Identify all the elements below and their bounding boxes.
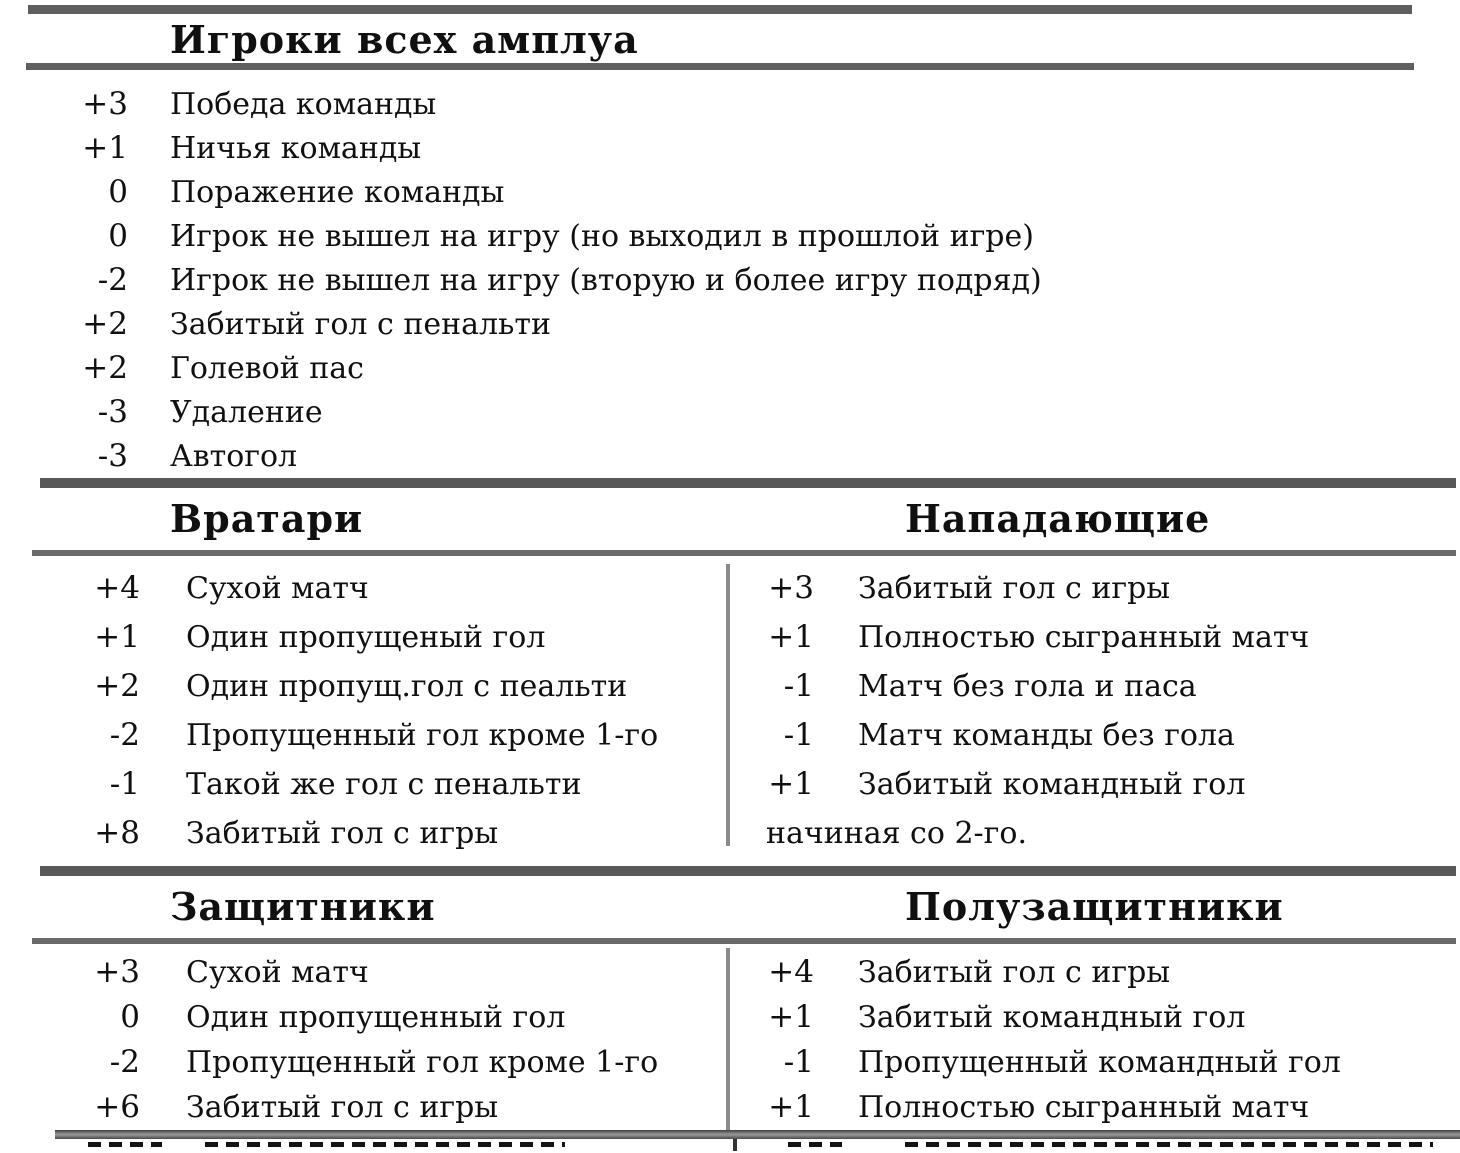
clipped-text-row: [0, 1139, 1460, 1153]
score-value: +8: [94, 815, 140, 851]
score-row: [0, 82, 1460, 126]
score-row: [0, 711, 726, 760]
headers-defenders-midfielders: [0, 876, 1460, 938]
score-label: Один пропущеный гол: [186, 620, 546, 655]
score-value: -1: [783, 1044, 814, 1080]
score-row: [730, 760, 1460, 809]
score-label: Забитый гол с пенальти: [170, 307, 551, 342]
score-label: Игрок не вышел на игру (вторую и более игру подряд): [170, 263, 1042, 298]
score-row: [0, 950, 726, 995]
top-rule: [28, 5, 1412, 14]
score-label: Забитый командный гол: [858, 1000, 1246, 1035]
defenders-midfielders-body: [0, 944, 1460, 1130]
headers-goalkeepers-forwards: [0, 488, 1460, 550]
midfielders-rows: [730, 944, 1460, 1130]
score-label: Сухой матч: [186, 571, 369, 606]
score-value: -3: [97, 394, 128, 430]
score-row: [0, 1085, 726, 1130]
goalkeepers-forwards-body: [0, 556, 1460, 866]
forwards-column: [730, 556, 1460, 866]
bottom-double-rule: [55, 1130, 1460, 1139]
section-title-goalkeepers: Вратари: [170, 496, 364, 541]
section-title-defenders: Защитники: [170, 884, 436, 929]
rule-under-all-players-title: [26, 63, 1414, 70]
score-value: +3: [768, 570, 814, 606]
score-row: [0, 346, 1460, 390]
score-row: [0, 170, 1460, 214]
score-value: +6: [94, 1089, 140, 1125]
score-value: +1: [768, 766, 814, 802]
forwards-note: начиная со 2-го.: [766, 816, 1027, 851]
clipped-label-left: [205, 1142, 565, 1147]
score-row: [730, 662, 1460, 711]
score-label: Забитый гол с игры: [858, 955, 1171, 990]
score-value: -2: [109, 717, 140, 753]
score-row: [0, 564, 726, 613]
clipped-value-right: [788, 1142, 842, 1147]
score-value: +4: [768, 954, 814, 990]
forwards-rows: [730, 556, 1460, 809]
score-value: 0: [108, 218, 128, 254]
section-divider-rule: [40, 866, 1456, 876]
score-label: Голевой пас: [170, 351, 364, 386]
score-label: Сухой матч: [186, 955, 369, 990]
score-row: [0, 613, 726, 662]
score-row: [0, 995, 726, 1040]
score-value: -1: [109, 766, 140, 802]
score-value: -1: [783, 668, 814, 704]
score-value: +2: [82, 350, 128, 386]
clipped-column-divider: [733, 1139, 737, 1151]
score-label: Забитый гол с игры: [186, 816, 499, 851]
section-title-midfielders: Полузащитники: [905, 884, 1284, 929]
clipped-label-right: [905, 1142, 1433, 1147]
score-label: Матч команды без гола: [858, 718, 1235, 753]
score-value: -2: [97, 262, 128, 298]
score-row: [730, 995, 1460, 1040]
score-label: Забитый гол с игры: [858, 571, 1171, 606]
score-row: [730, 613, 1460, 662]
score-label: Удаление: [170, 395, 323, 430]
score-value: 0: [108, 174, 128, 210]
section-divider-rule: [40, 478, 1456, 488]
score-value: +2: [82, 306, 128, 342]
score-value: +1: [768, 1089, 814, 1125]
score-label: Один пропущенный гол: [186, 1000, 566, 1035]
all-players-rows: [0, 70, 1460, 478]
score-row: [0, 809, 726, 858]
score-row: [0, 302, 1460, 346]
score-row: [730, 711, 1460, 760]
score-label: Забитый гол с игры: [186, 1090, 499, 1125]
score-row: [730, 1085, 1460, 1130]
score-value: +1: [768, 619, 814, 655]
section-title-all-players: Игроки всех амплуа: [170, 17, 639, 62]
score-label: Автогол: [170, 439, 298, 474]
score-row: [0, 126, 1460, 170]
score-label: Полностью сыгранный матч: [858, 620, 1310, 655]
score-value: -1: [783, 717, 814, 753]
score-value: +1: [82, 130, 128, 166]
score-value: +1: [94, 619, 140, 655]
goalkeepers-rows: [0, 556, 726, 866]
score-label: Такой же гол с пенальти: [186, 767, 582, 802]
score-row: [730, 950, 1460, 995]
score-value: 0: [120, 999, 140, 1035]
score-label: Один пропущ.гол с пеальти: [186, 669, 628, 704]
score-value: +1: [768, 999, 814, 1035]
score-value: -2: [109, 1044, 140, 1080]
defenders-rows: [0, 944, 726, 1130]
score-label: Ничья команды: [170, 131, 422, 166]
score-row: [730, 1040, 1460, 1085]
score-label: Пропущенный командный гол: [858, 1045, 1341, 1080]
score-label: Игрок не вышел на игру (но выходил в прошлой игре): [170, 219, 1034, 254]
score-row: [0, 258, 1460, 302]
section-title-forwards: Нападающие: [905, 496, 1211, 541]
score-label: Победа команды: [170, 87, 437, 122]
score-label: Матч без гола и паса: [858, 669, 1197, 704]
score-row: [0, 390, 1460, 434]
score-label: Поражение команды: [170, 175, 505, 210]
score-row: [0, 434, 1460, 478]
score-label: Пропущенный гол кроме 1-го: [186, 718, 659, 753]
score-row: [0, 760, 726, 809]
score-label: Полностью сыгранный матч: [858, 1090, 1310, 1125]
score-row: [0, 214, 1460, 258]
clipped-value-left: [88, 1142, 162, 1147]
score-row: [730, 564, 1460, 613]
score-row: [0, 1040, 726, 1085]
score-value: +2: [94, 668, 140, 704]
score-value: -3: [97, 438, 128, 474]
score-label: Забитый командный гол: [858, 767, 1246, 802]
score-value: +3: [94, 954, 140, 990]
score-value: +3: [82, 86, 128, 122]
score-value: +4: [94, 570, 140, 606]
score-row: [0, 662, 726, 711]
score-label: Пропущенный гол кроме 1-го: [186, 1045, 659, 1080]
